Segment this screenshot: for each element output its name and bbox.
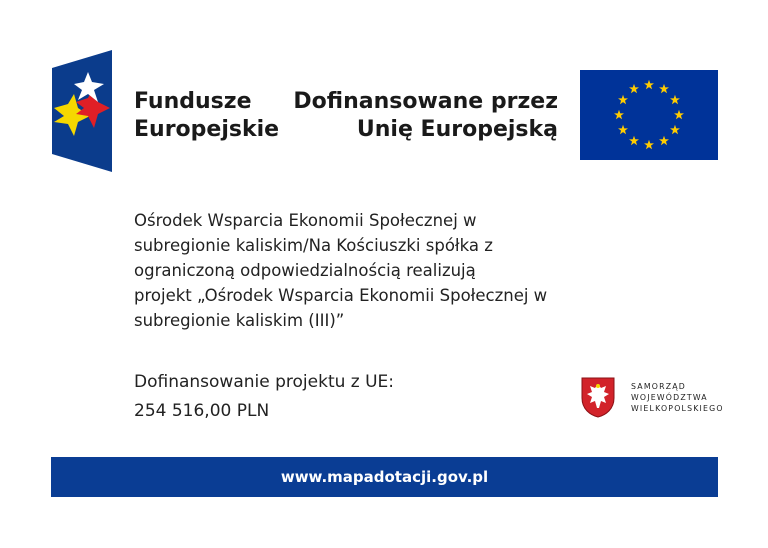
fundusze-europejskie-title bbox=[134, 88, 279, 144]
eu-title-line-2: Unię Europejską bbox=[356, 117, 558, 142]
wielkopolska-eagle-icon bbox=[580, 376, 616, 418]
description-line: Ośrodek Wsparcia Ekonomii Społecznej w bbox=[134, 211, 477, 230]
region-government-label bbox=[631, 381, 724, 414]
funding-label: Dofinansowanie projektu z UE: bbox=[134, 372, 395, 392]
description-line: projekt „Ośrodek Wsparcia Ekonomii Społecznej w bbox=[134, 286, 548, 305]
eu-title-line-1: Dofinansowane przez bbox=[293, 89, 558, 114]
footer-url-link[interactable]: www.mapadotacji.gov.pl bbox=[280, 468, 489, 486]
region-line-2: WOJEWÓDZTWA bbox=[631, 393, 708, 402]
description-line: ograniczoną odpowiedzialnością realizują bbox=[134, 261, 476, 280]
description-line: subregionie kaliskim (III)” bbox=[134, 311, 345, 330]
eu-cofinanced-title bbox=[293, 88, 558, 144]
project-description bbox=[134, 208, 614, 333]
fe-title-line-2: Europejskie bbox=[134, 117, 280, 142]
eu-flag-icon bbox=[580, 70, 718, 160]
fundusze-europejskie-logo-icon bbox=[52, 50, 112, 172]
region-line-3: WIELKOPOLSKIEGO bbox=[631, 404, 724, 413]
funding-amount: 254 516,00 PLN bbox=[134, 401, 270, 421]
fe-title-line-1: Fundusze bbox=[134, 89, 252, 114]
description-line: subregionie kaliskim/Na Kościuszki spółka z bbox=[134, 236, 493, 255]
region-line-1: SAMORZĄD bbox=[631, 382, 686, 391]
footer-bar bbox=[51, 457, 718, 497]
